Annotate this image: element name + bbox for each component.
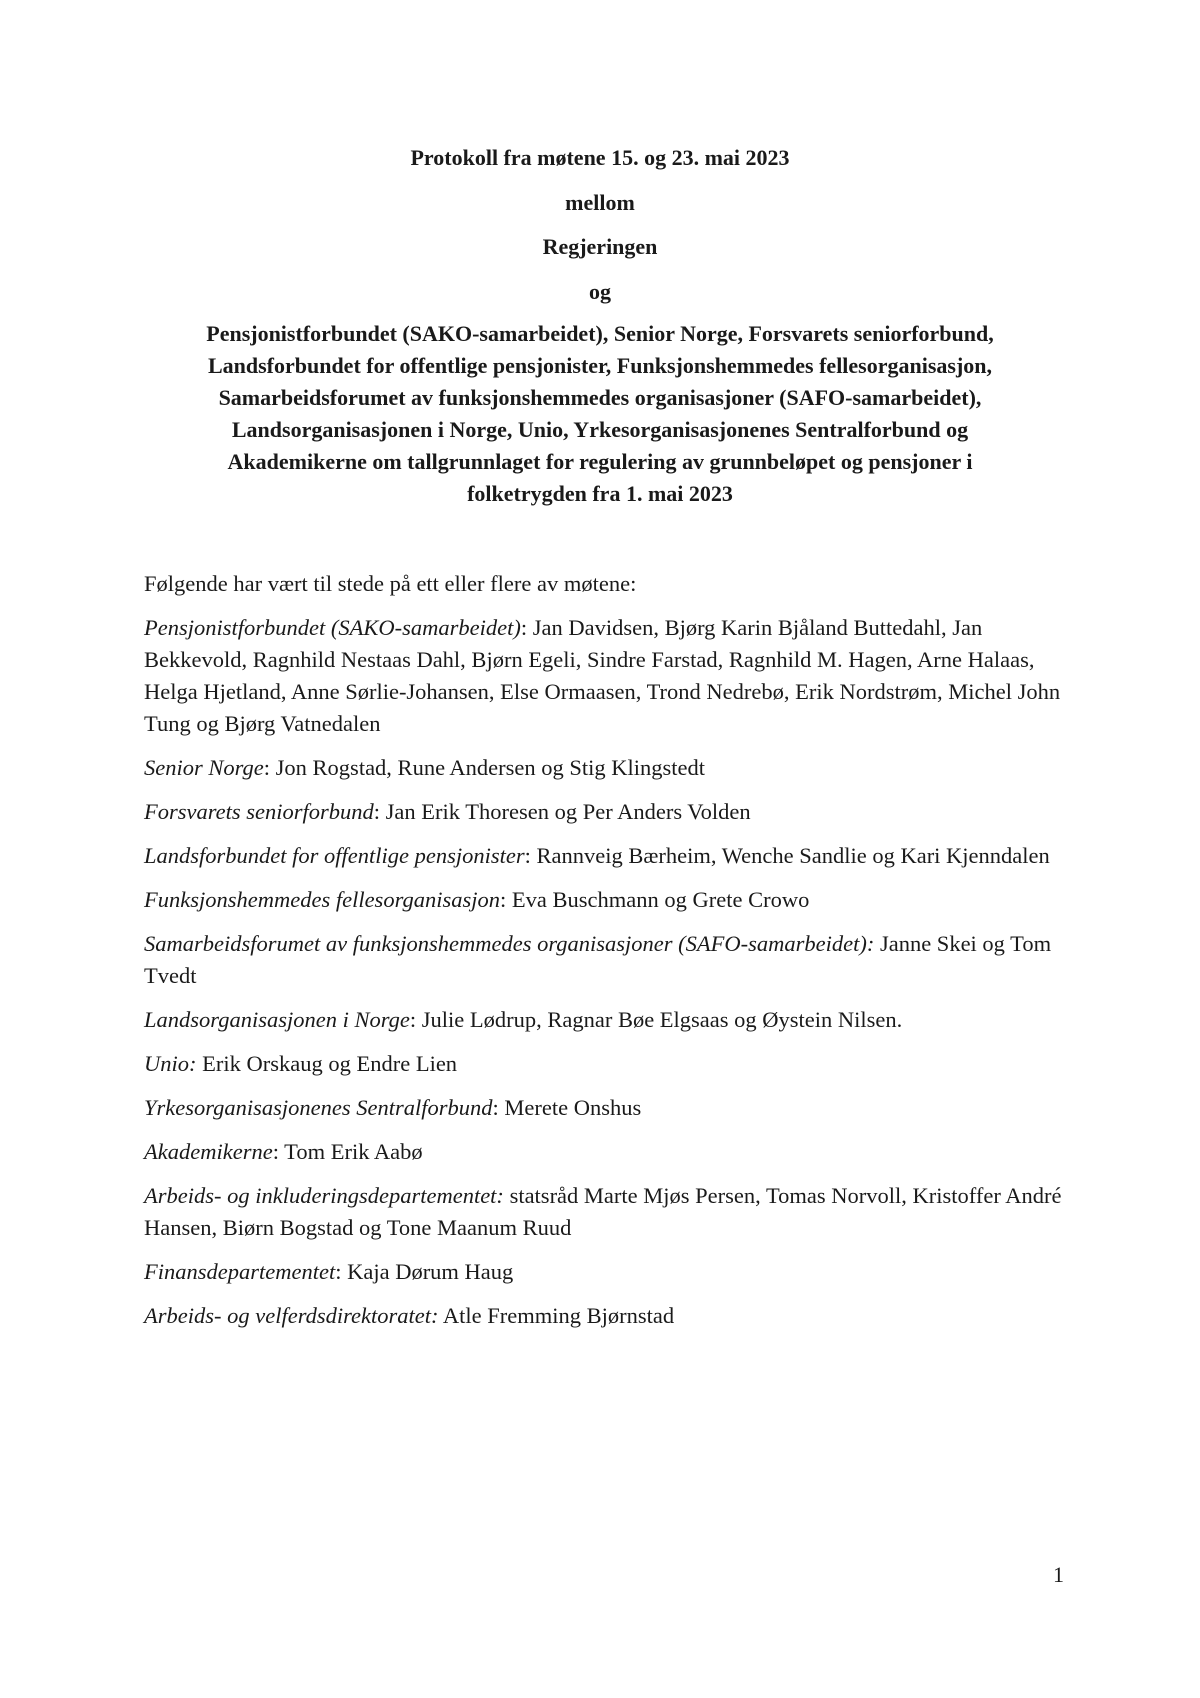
attendance-entry — [144, 1004, 1064, 1036]
attendee-names: Atle Fremming Bjørnstad — [438, 1303, 675, 1328]
attendance-entry — [144, 612, 1064, 740]
attendance-entry — [144, 1256, 1064, 1288]
attendance-entry — [144, 1300, 1064, 1332]
attendee-names: : Merete Onshus — [492, 1095, 642, 1120]
page-number: 1 — [1053, 1562, 1064, 1587]
attendance-entry — [144, 1180, 1064, 1244]
parties-line: Landsorganisasjonen i Norge, Unio, Yrkesorganisasjonenes Sentralforbund og — [231, 417, 969, 442]
attendee-names: : Jon Rogstad, Rune Andersen og Stig Klingstedt — [263, 755, 706, 780]
organization-name: Akademikerne — [144, 1139, 273, 1164]
attendee-names: : Jan Erik Thoresen og Per Anders Volden — [373, 799, 751, 824]
attendance-intro: Følgende har vært til stede på ett eller flere av møtene: — [144, 571, 637, 596]
attendance-entry — [144, 796, 1064, 828]
attendance-entry — [144, 840, 1064, 872]
parties-line: folketrygden fra 1. mai 2023 — [467, 481, 733, 506]
organization-name: Unio: — [144, 1051, 197, 1076]
organization-name: Pensjonistforbundet (SAKO-samarbeidet) — [144, 615, 521, 640]
attendance-entry — [144, 1092, 1064, 1124]
parties-line: Landsforbundet for offentlige pensjonister, Funksjonshemmedes fellesorganisasjon, — [207, 353, 993, 378]
attendee-names: Erik Orskaug og Endre Lien — [196, 1051, 458, 1076]
attendee-names: : Kaja Dørum Haug — [335, 1259, 514, 1284]
attendee-names: Janne Skei og Tom Tvedt — [144, 931, 1052, 988]
protocol-title: Protokoll fra møtene 15. og 23. mai 2023 — [410, 145, 790, 170]
heading-parties — [140, 318, 1060, 510]
organization-name: Senior Norge — [144, 755, 264, 780]
heading-and: og — [589, 279, 611, 304]
organization-name: Arbeids- og velferdsdirektoratet: — [144, 1303, 439, 1328]
organization-name: Landsforbundet for offentlige pensjonister — [144, 843, 525, 868]
attendee-names: : Tom Erik Aabø — [272, 1139, 423, 1164]
attendee-names: : Eva Buschmann og Grete Crowo — [500, 887, 810, 912]
attendance-list — [144, 568, 1064, 1344]
organization-name: Forsvarets seniorforbund — [144, 799, 374, 824]
organization-name: Yrkesorganisasjonenes Sentralforbund — [144, 1095, 493, 1120]
attendance-entry — [144, 884, 1064, 916]
attendance-entry — [144, 752, 1064, 784]
parties-line: Akademikerne om tallgrunnlaget for regulering av grunnbeløpet og pensjoner i — [227, 449, 973, 474]
heading-government: Regjeringen — [542, 234, 658, 259]
parties-line: Pensjonistforbundet (SAKO-samarbeidet), Senior Norge, Forsvarets seniorforbund, — [206, 321, 994, 346]
attendee-names: : Jan Davidsen, Bjørg Karin Bjåland Buttedahl, Jan Bekkevold, Ragnhild Nestaas Dahl, Bjørn Egeli, Sindre Farstad, Ragnhild M. Hagen, Arne Halaas, Helga Hjetland, Anne Sørlie-Johansen, Else Ormaasen, Trond Nedrebø, Erik Nordstrøm, Michel John Tung og Bjørg Vatnedalen — [144, 615, 1061, 736]
organization-name: Funksjonshemmedes fellesorganisasjon — [144, 887, 501, 912]
attendance-entry — [144, 928, 1064, 992]
attendance-entry — [144, 1136, 1064, 1168]
organization-name: Samarbeidsforumet av funksjonshemmedes organisasjoner (SAFO-samarbeidet): — [144, 931, 875, 956]
parties-line: Samarbeidsforumet av funksjonshemmedes organisasjoner (SAFO-samarbeidet), — [218, 385, 982, 410]
attendee-names: statsråd Marte Mjøs Persen, Tomas Norvoll, Kristoffer André Hansen, Biørn Bogstad og Tone Maanum Ruud — [144, 1183, 1062, 1240]
heading-between: mellom — [565, 190, 635, 215]
organization-name: Arbeids- og inkluderingsdepartementet: — [144, 1183, 504, 1208]
attendee-names: : Rannveig Bærheim, Wenche Sandlie og Kari Kjenndalen — [524, 843, 1050, 868]
organization-name: Finansdepartementet — [144, 1259, 336, 1284]
attendee-names: : Julie Lødrup, Ragnar Bøe Elgsaas og Øystein Nilsen. — [409, 1007, 903, 1032]
organization-name: Landsorganisasjonen i Norge — [144, 1007, 410, 1032]
attendance-entry — [144, 1048, 1064, 1080]
